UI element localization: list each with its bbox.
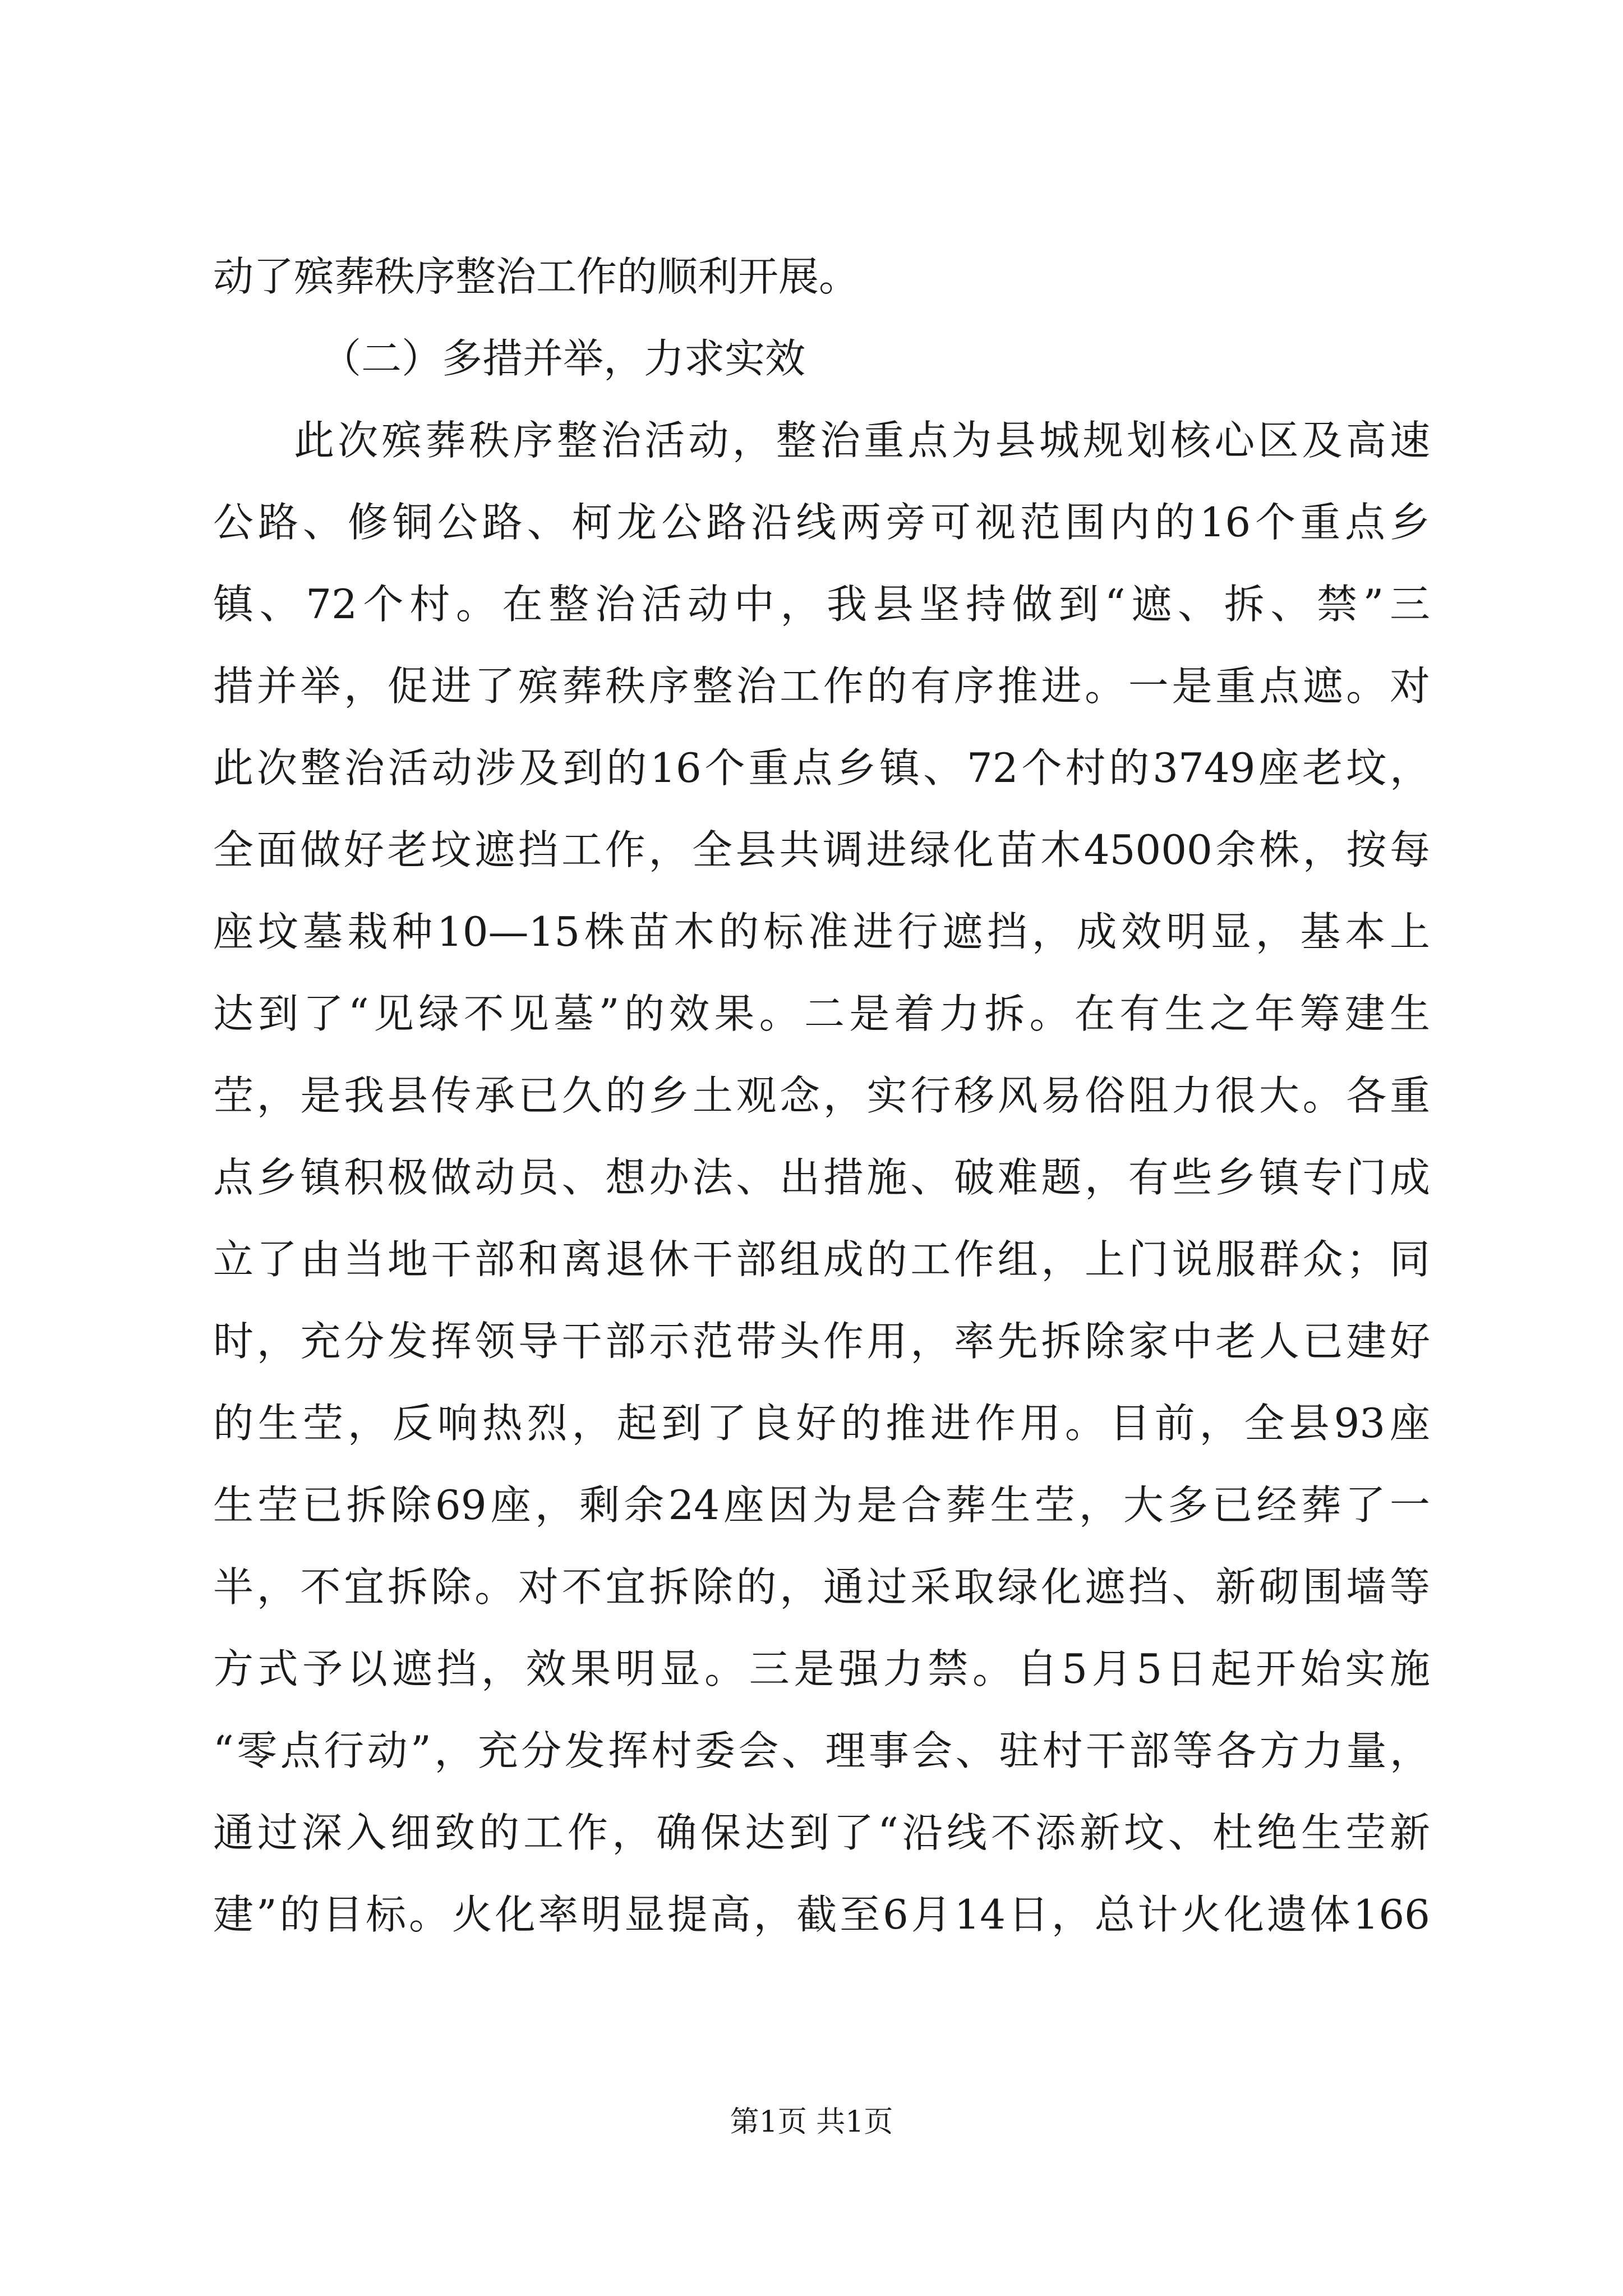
- text-line: 的生茔，反响热烈，起到了良好的推进作用。目前，全县93座: [213, 1400, 1430, 1447]
- text-line: 全面做好老坟遮挡工作，全县共调进绿化苗木45000余株，按每: [213, 826, 1430, 873]
- text-line: 建”的目标。火化率明显提高，截至6月14日，总计火化遗体166: [213, 1891, 1430, 1938]
- text-line: 立了由当地干部和离退休干部组成的工作组，上门说服群众；同: [213, 1236, 1430, 1283]
- section-heading: （二）多措并举，力求实效: [321, 335, 806, 382]
- text-line: 动了殡葬秩序整治工作的顺利开展。: [213, 253, 860, 300]
- text-line: 茔，是我县传承已久的乡土观念，实行移风易俗阻力很大。各重: [213, 1072, 1430, 1119]
- text-line: 此次殡葬秩序整治活动，整治重点为县城规划核心区及高速: [294, 417, 1430, 464]
- text-line: 通过深入细致的工作，确保达到了“沿线不添新坟、杜绝生茔新: [213, 1809, 1430, 1856]
- text-line: 达到了“见绿不见墓”的效果。二是着力拆。在有生之年筹建生: [213, 990, 1430, 1037]
- text-line: 点乡镇积极做动员、想办法、出措施、破难题，有些乡镇专门成: [213, 1154, 1430, 1201]
- text-line: 方式予以遮挡，效果明显。三是强力禁。自5月5日起开始实施: [213, 1645, 1430, 1692]
- page-number-footer: 第1页 共1页: [730, 2105, 893, 2139]
- text-line: 此次整治活动涉及到的16个重点乡镇、72个村的3749座老坟，: [213, 744, 1430, 792]
- text-line: 半，不宜拆除。对不宜拆除的，通过采取绿化遮挡、新砌围墙等: [213, 1563, 1430, 1611]
- text-line: 公路、修铜公路、柯龙公路沿线两旁可视范围内的16个重点乡: [213, 499, 1430, 546]
- text-line: 座坟墓栽种10—15株苗木的标准进行遮挡，成效明显，基本上: [213, 908, 1430, 955]
- text-line: 镇、72个村。在整治活动中，我县坚持做到“遮、拆、禁”三: [213, 581, 1430, 628]
- text-line: 时，充分发挥领导干部示范带头作用，率先拆除家中老人已建好: [213, 1318, 1430, 1365]
- text-line: 措并举，促进了殡葬秩序整治工作的有序推进。一是重点遮。对: [213, 662, 1430, 710]
- text-line: “零点行动”，充分发挥村委会、理事会、驻村干部等各方力量，: [213, 1727, 1430, 1774]
- text-line: 生茔已拆除69座，剩余24座因为是合葬生茔，大多已经葬了一: [213, 1481, 1430, 1529]
- document-body: [213, 236, 1430, 1955]
